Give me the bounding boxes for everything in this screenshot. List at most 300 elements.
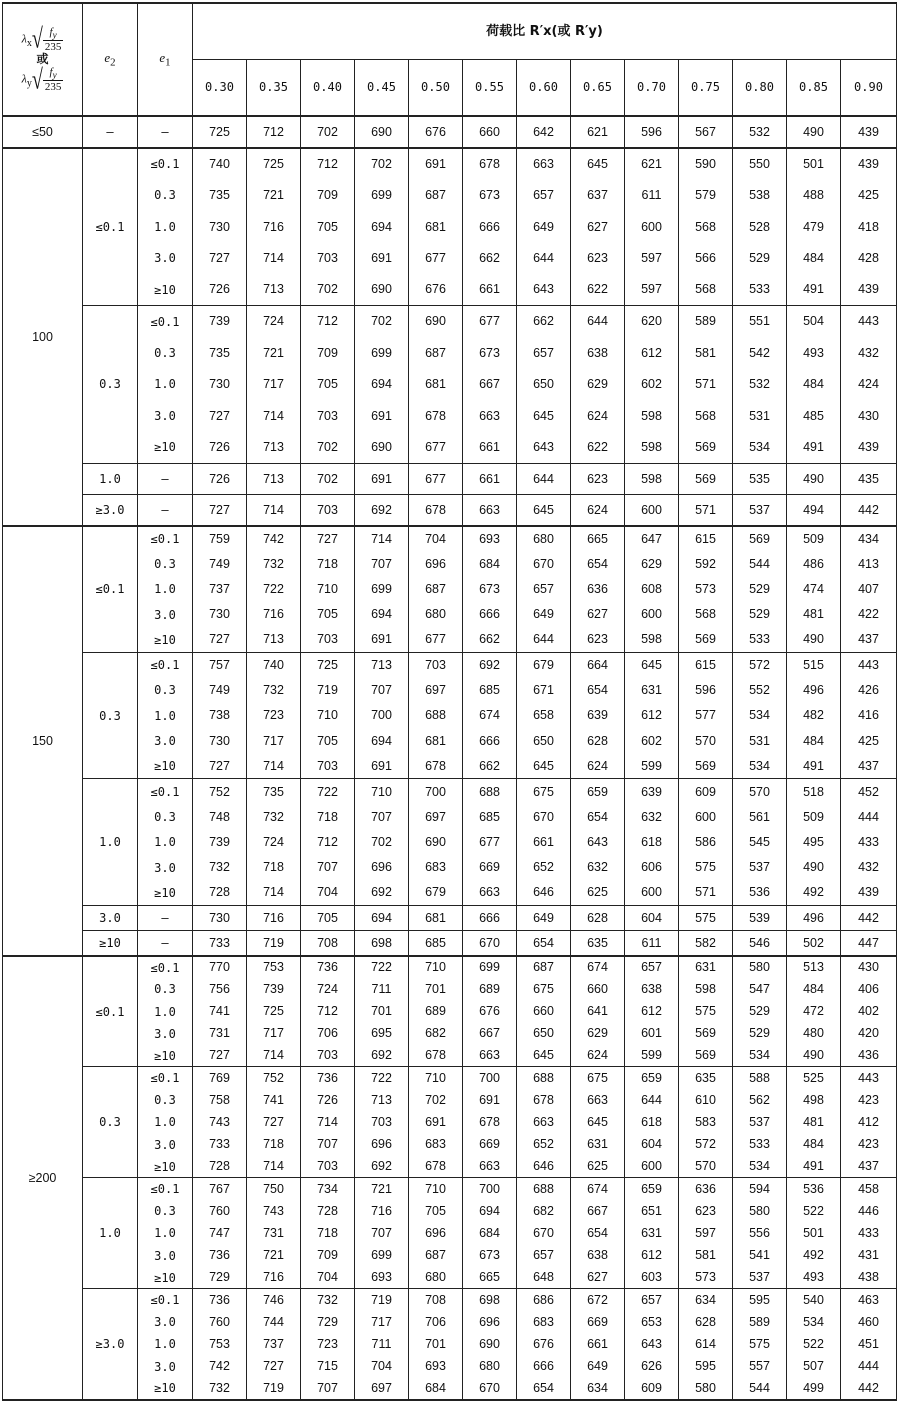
value-cell: 645 (517, 495, 571, 527)
value-cell: 496 (787, 678, 841, 703)
value-cell: 602 (625, 728, 679, 753)
value-cell: 704 (355, 1355, 409, 1377)
value-cell: 637 (571, 180, 625, 212)
value-cell: 663 (463, 495, 517, 527)
value-cell: 700 (355, 703, 409, 728)
value-cell: 654 (571, 804, 625, 829)
table-row (3, 905, 897, 930)
value-cell: 595 (679, 1355, 733, 1377)
value-cell: 718 (301, 804, 355, 829)
value-cell: 712 (301, 830, 355, 855)
value-cell: 681 (409, 728, 463, 753)
value-cell: 416 (841, 703, 897, 728)
value-cell: 552 (733, 678, 787, 703)
value-cell: 731 (193, 1023, 247, 1045)
table-row (3, 956, 897, 978)
table-row (3, 306, 897, 338)
value-cell: 442 (841, 495, 897, 527)
value-cell: 522 (787, 1333, 841, 1355)
value-cell: 730 (193, 211, 247, 243)
value-cell: 534 (733, 432, 787, 464)
value-cell: 646 (517, 880, 571, 905)
value-cell: 735 (247, 779, 301, 804)
value-cell: 703 (301, 400, 355, 432)
value-cell: 597 (679, 1222, 733, 1244)
value-cell: 684 (463, 551, 517, 576)
value-cell: 537 (733, 1111, 787, 1133)
value-cell: 580 (733, 1200, 787, 1222)
value-cell: 759 (193, 526, 247, 551)
value-cell: 647 (625, 526, 679, 551)
value-cell: 691 (355, 400, 409, 432)
value-cell: 690 (463, 1333, 517, 1355)
value-cell: 707 (355, 804, 409, 829)
value-cell: 727 (193, 627, 247, 652)
value-cell: 684 (409, 1378, 463, 1400)
value-cell: 666 (463, 602, 517, 627)
value-cell: 644 (625, 1089, 679, 1111)
value-cell: 486 (787, 551, 841, 576)
e1-cell: ≥10 (138, 1045, 193, 1067)
e1-cell: ≤0.1 (138, 779, 193, 804)
value-cell: 734 (301, 1178, 355, 1200)
e2-cell: 1.0 (83, 1178, 138, 1289)
value-cell: 659 (625, 1178, 679, 1200)
value-cell: 556 (733, 1222, 787, 1244)
value-cell: 580 (733, 956, 787, 978)
value-cell: 718 (247, 855, 301, 880)
value-cell: 639 (625, 779, 679, 804)
value-cell: 719 (247, 1378, 301, 1400)
value-cell: 490 (787, 1045, 841, 1067)
value-cell: 669 (463, 1134, 517, 1156)
value-cell: 704 (409, 526, 463, 551)
value-cell: 446 (841, 1200, 897, 1222)
value-cell: 601 (625, 1023, 679, 1045)
value-cell: 716 (247, 602, 301, 627)
value-cell: 684 (463, 1222, 517, 1244)
value-cell: 444 (841, 804, 897, 829)
value-cell: 713 (355, 652, 409, 677)
value-cell: 725 (193, 116, 247, 148)
value-cell: 600 (679, 804, 733, 829)
e1-cell: ≥10 (138, 274, 193, 306)
value-cell: 702 (355, 148, 409, 180)
value-cell: 732 (247, 678, 301, 703)
value-cell: 678 (517, 1089, 571, 1111)
value-cell: 599 (625, 754, 679, 779)
value-cell: 661 (517, 830, 571, 855)
value-cell: 663 (463, 1156, 517, 1178)
value-cell: 727 (247, 1111, 301, 1133)
e2-cell: ≥10 (83, 931, 138, 956)
value-cell: 694 (355, 211, 409, 243)
value-cell: 700 (409, 779, 463, 804)
value-cell: 747 (193, 1222, 247, 1244)
value-cell: 661 (463, 463, 517, 495)
value-cell: 627 (571, 211, 625, 243)
value-cell: 692 (355, 495, 409, 527)
value-cell: 597 (625, 243, 679, 275)
value-cell: 545 (733, 830, 787, 855)
value-cell: 618 (625, 1111, 679, 1133)
value-cell: 458 (841, 1178, 897, 1200)
e1-cell: 3.0 (138, 1134, 193, 1156)
value-cell: 678 (409, 400, 463, 432)
value-cell: 534 (733, 754, 787, 779)
table-row (3, 1200, 897, 1222)
value-cell: 681 (409, 211, 463, 243)
value-cell: 713 (247, 274, 301, 306)
value-cell: 569 (679, 627, 733, 652)
value-cell: 727 (193, 495, 247, 527)
value-cell: 672 (571, 1289, 625, 1311)
value-cell: 599 (625, 1045, 679, 1067)
value-cell: 675 (517, 978, 571, 1000)
value-cell: 719 (355, 1289, 409, 1311)
value-cell: 622 (571, 432, 625, 464)
e1-cell: 0.3 (138, 337, 193, 369)
value-cell: 536 (733, 880, 787, 905)
value-cell: 692 (355, 1045, 409, 1067)
value-cell: 538 (733, 180, 787, 212)
value-cell: 547 (733, 978, 787, 1000)
value-cell: 573 (679, 577, 733, 602)
table-row (3, 1311, 897, 1333)
value-cell: 649 (517, 905, 571, 930)
value-cell: 569 (733, 526, 787, 551)
value-cell: 571 (679, 369, 733, 401)
value-cell: 696 (355, 1134, 409, 1156)
value-cell: 623 (679, 1200, 733, 1222)
ratio-header-cell: 0.70 (625, 59, 679, 116)
value-cell: 437 (841, 627, 897, 652)
value-cell: 626 (625, 1355, 679, 1377)
value-cell: 710 (355, 779, 409, 804)
table-row (3, 754, 897, 779)
value-cell: 492 (787, 880, 841, 905)
table-row (3, 1378, 897, 1400)
value-cell: 714 (247, 1156, 301, 1178)
value-cell: 603 (625, 1267, 679, 1289)
value-cell: 571 (679, 495, 733, 527)
value-cell: 678 (463, 1111, 517, 1133)
value-cell: 484 (787, 243, 841, 275)
value-cell: 708 (409, 1289, 463, 1311)
table-row (3, 880, 897, 905)
value-cell: 444 (841, 1355, 897, 1377)
value-cell: 722 (247, 577, 301, 602)
value-cell: 710 (301, 703, 355, 728)
slenderness-cell: 100 (3, 148, 83, 526)
value-cell: 739 (193, 306, 247, 338)
value-cell: 460 (841, 1311, 897, 1333)
value-cell: 704 (301, 880, 355, 905)
value-cell: 676 (409, 116, 463, 148)
e1-cell: ≥10 (138, 432, 193, 464)
value-cell: 498 (787, 1089, 841, 1111)
value-cell: 638 (571, 1244, 625, 1266)
value-cell: 612 (625, 703, 679, 728)
e1-cell: ≤0.1 (138, 652, 193, 677)
value-cell: 714 (247, 243, 301, 275)
value-cell: 742 (247, 526, 301, 551)
value-cell: 628 (571, 905, 625, 930)
value-cell: 705 (301, 602, 355, 627)
value-cell: 528 (733, 211, 787, 243)
value-cell: 443 (841, 306, 897, 338)
value-cell: 670 (463, 1378, 517, 1400)
value-cell: 742 (193, 1355, 247, 1377)
value-cell: 418 (841, 211, 897, 243)
value-cell: 634 (571, 1378, 625, 1400)
value-cell: 623 (571, 627, 625, 652)
table-row (3, 1045, 897, 1067)
value-cell: 641 (571, 1000, 625, 1022)
value-cell: 697 (409, 678, 463, 703)
value-cell: 736 (193, 1289, 247, 1311)
value-cell: 703 (301, 1156, 355, 1178)
value-cell: 488 (787, 180, 841, 212)
value-cell: 657 (517, 180, 571, 212)
value-cell: 714 (247, 880, 301, 905)
value-cell: 694 (463, 1200, 517, 1222)
value-cell: 654 (571, 551, 625, 576)
table-row (3, 602, 897, 627)
e2-cell: ≤0.1 (83, 956, 138, 1067)
value-cell: 431 (841, 1244, 897, 1266)
value-cell: 699 (463, 956, 517, 978)
value-cell: 746 (247, 1289, 301, 1311)
value-cell: 532 (733, 369, 787, 401)
value-cell: 722 (355, 1067, 409, 1089)
value-cell: 689 (463, 978, 517, 1000)
value-cell: 537 (733, 855, 787, 880)
value-cell: 692 (355, 880, 409, 905)
value-cell: 693 (463, 526, 517, 551)
value-cell: 760 (193, 1200, 247, 1222)
value-cell: 654 (517, 931, 571, 956)
value-cell: 550 (733, 148, 787, 180)
value-cell: 705 (301, 369, 355, 401)
value-cell: 691 (355, 243, 409, 275)
value-cell: 666 (463, 728, 517, 753)
value-cell: 492 (787, 1244, 841, 1266)
value-cell: 484 (787, 728, 841, 753)
value-cell: 533 (733, 274, 787, 306)
value-cell: 604 (625, 1134, 679, 1156)
value-cell: 624 (571, 1045, 625, 1067)
value-cell: 691 (355, 463, 409, 495)
value-cell: 730 (193, 369, 247, 401)
value-cell: 611 (625, 180, 679, 212)
value-cell: 676 (463, 1000, 517, 1022)
value-cell: 606 (625, 855, 679, 880)
load-ratio-title: 荷载比 R′x(或 R′y) (193, 3, 897, 59)
value-cell: 680 (409, 602, 463, 627)
e2-cell: 0.3 (83, 1067, 138, 1178)
value-cell: 657 (625, 1289, 679, 1311)
value-cell: 501 (787, 148, 841, 180)
value-cell: 625 (571, 1156, 625, 1178)
value-cell: 663 (463, 400, 517, 432)
value-cell: 474 (787, 577, 841, 602)
value-cell: 663 (463, 880, 517, 905)
value-cell: 627 (571, 1267, 625, 1289)
value-cell: 662 (463, 243, 517, 275)
value-cell: 665 (571, 526, 625, 551)
value-cell: 677 (409, 243, 463, 275)
value-cell: 629 (571, 369, 625, 401)
e1-cell: 1.0 (138, 577, 193, 602)
value-cell: 570 (679, 728, 733, 753)
e1-cell: — (138, 116, 193, 148)
value-cell: 494 (787, 495, 841, 527)
value-cell: 589 (733, 1311, 787, 1333)
value-cell: 629 (571, 1023, 625, 1045)
value-cell: 671 (517, 678, 571, 703)
value-cell: 649 (517, 211, 571, 243)
e2-cell: ≥3.0 (83, 495, 138, 527)
value-cell: 507 (787, 1355, 841, 1377)
value-cell: 652 (517, 1134, 571, 1156)
value-cell: 735 (193, 180, 247, 212)
value-cell: 753 (247, 956, 301, 978)
value-cell: 653 (625, 1311, 679, 1333)
value-cell: 727 (193, 400, 247, 432)
value-cell: 422 (841, 602, 897, 627)
value-cell: 674 (571, 1178, 625, 1200)
e2-cell: 0.3 (83, 652, 138, 778)
value-cell: 420 (841, 1023, 897, 1045)
value-cell: 442 (841, 1378, 897, 1400)
table-row (3, 1089, 897, 1111)
slenderness-header: $\lambda_x√$ $\frac{f_y}{235}$ 或 $\lambda_y√$ $\frac{f_y}{235}$ (3, 3, 83, 116)
value-cell: 691 (355, 754, 409, 779)
value-cell: 628 (679, 1311, 733, 1333)
value-cell: 423 (841, 1089, 897, 1111)
value-cell: 733 (193, 1134, 247, 1156)
value-cell: 480 (787, 1023, 841, 1045)
value-cell: 705 (409, 1200, 463, 1222)
value-cell: 600 (625, 880, 679, 905)
slenderness-cell: ≤50 (3, 116, 83, 148)
value-cell: 618 (625, 830, 679, 855)
value-cell: 650 (517, 1023, 571, 1045)
value-cell: 739 (193, 830, 247, 855)
value-cell: 681 (409, 905, 463, 930)
table-row (3, 526, 897, 551)
table-row (3, 830, 897, 855)
value-cell: 733 (193, 931, 247, 956)
value-cell: 716 (247, 211, 301, 243)
value-cell: 608 (625, 577, 679, 602)
value-cell: 696 (463, 1311, 517, 1333)
value-cell: 423 (841, 1134, 897, 1156)
value-cell: 652 (517, 855, 571, 880)
value-cell: 712 (301, 306, 355, 338)
value-cell: 725 (301, 652, 355, 677)
value-cell: 737 (247, 1333, 301, 1355)
value-cell: 561 (733, 804, 787, 829)
value-cell: 710 (409, 956, 463, 978)
value-cell: 569 (679, 754, 733, 779)
value-cell: 636 (679, 1178, 733, 1200)
value-cell: 690 (409, 306, 463, 338)
value-cell: 597 (625, 274, 679, 306)
table-row (3, 463, 897, 495)
e1-cell: 3.0 (138, 855, 193, 880)
e1-cell: ≤0.1 (138, 1067, 193, 1089)
value-cell: 663 (517, 1111, 571, 1133)
value-cell: 629 (625, 551, 679, 576)
value-cell: 534 (733, 1156, 787, 1178)
table-row (3, 627, 897, 652)
value-cell: 662 (517, 306, 571, 338)
value-cell: 615 (679, 526, 733, 551)
value-cell: 437 (841, 754, 897, 779)
table-row (3, 1023, 897, 1045)
value-cell: 659 (625, 1067, 679, 1089)
value-cell: 631 (679, 956, 733, 978)
value-cell: 648 (517, 1267, 571, 1289)
value-cell: 714 (247, 754, 301, 779)
value-cell: 698 (355, 931, 409, 956)
e2-cell: 1.0 (83, 779, 138, 905)
value-cell: 569 (679, 1023, 733, 1045)
value-cell: 598 (625, 432, 679, 464)
value-cell: 645 (517, 754, 571, 779)
value-cell: 687 (409, 337, 463, 369)
value-cell: 714 (301, 1111, 355, 1133)
value-cell: 570 (733, 779, 787, 804)
value-cell: 666 (463, 905, 517, 930)
value-cell: 663 (463, 1045, 517, 1067)
e1-cell: 0.3 (138, 804, 193, 829)
value-cell: 723 (247, 703, 301, 728)
value-cell: 702 (301, 432, 355, 464)
value-cell: 650 (517, 369, 571, 401)
value-cell: 659 (571, 779, 625, 804)
value-cell: 443 (841, 652, 897, 677)
value-cell: 741 (193, 1000, 247, 1022)
value-cell: 697 (409, 804, 463, 829)
value-cell: 729 (193, 1267, 247, 1289)
value-cell: 609 (679, 779, 733, 804)
value-cell: 588 (733, 1067, 787, 1089)
value-cell: 490 (787, 116, 841, 148)
value-cell: 434 (841, 526, 897, 551)
value-cell: 534 (733, 703, 787, 728)
value-cell: 712 (301, 148, 355, 180)
value-cell: 639 (571, 703, 625, 728)
value-cell: 710 (301, 577, 355, 602)
value-cell: 621 (625, 148, 679, 180)
value-cell: 670 (517, 1222, 571, 1244)
value-cell: 677 (463, 830, 517, 855)
value-cell: 442 (841, 905, 897, 930)
value-cell: 623 (571, 463, 625, 495)
value-cell: 687 (409, 577, 463, 602)
ratio-header-cell: 0.35 (247, 59, 301, 116)
value-cell: 677 (463, 306, 517, 338)
e1-cell: ≥10 (138, 627, 193, 652)
value-cell: 703 (301, 243, 355, 275)
value-cell: 677 (409, 432, 463, 464)
ratio-header-cell: 0.65 (571, 59, 625, 116)
value-cell: 582 (679, 931, 733, 956)
value-cell: 537 (733, 1267, 787, 1289)
